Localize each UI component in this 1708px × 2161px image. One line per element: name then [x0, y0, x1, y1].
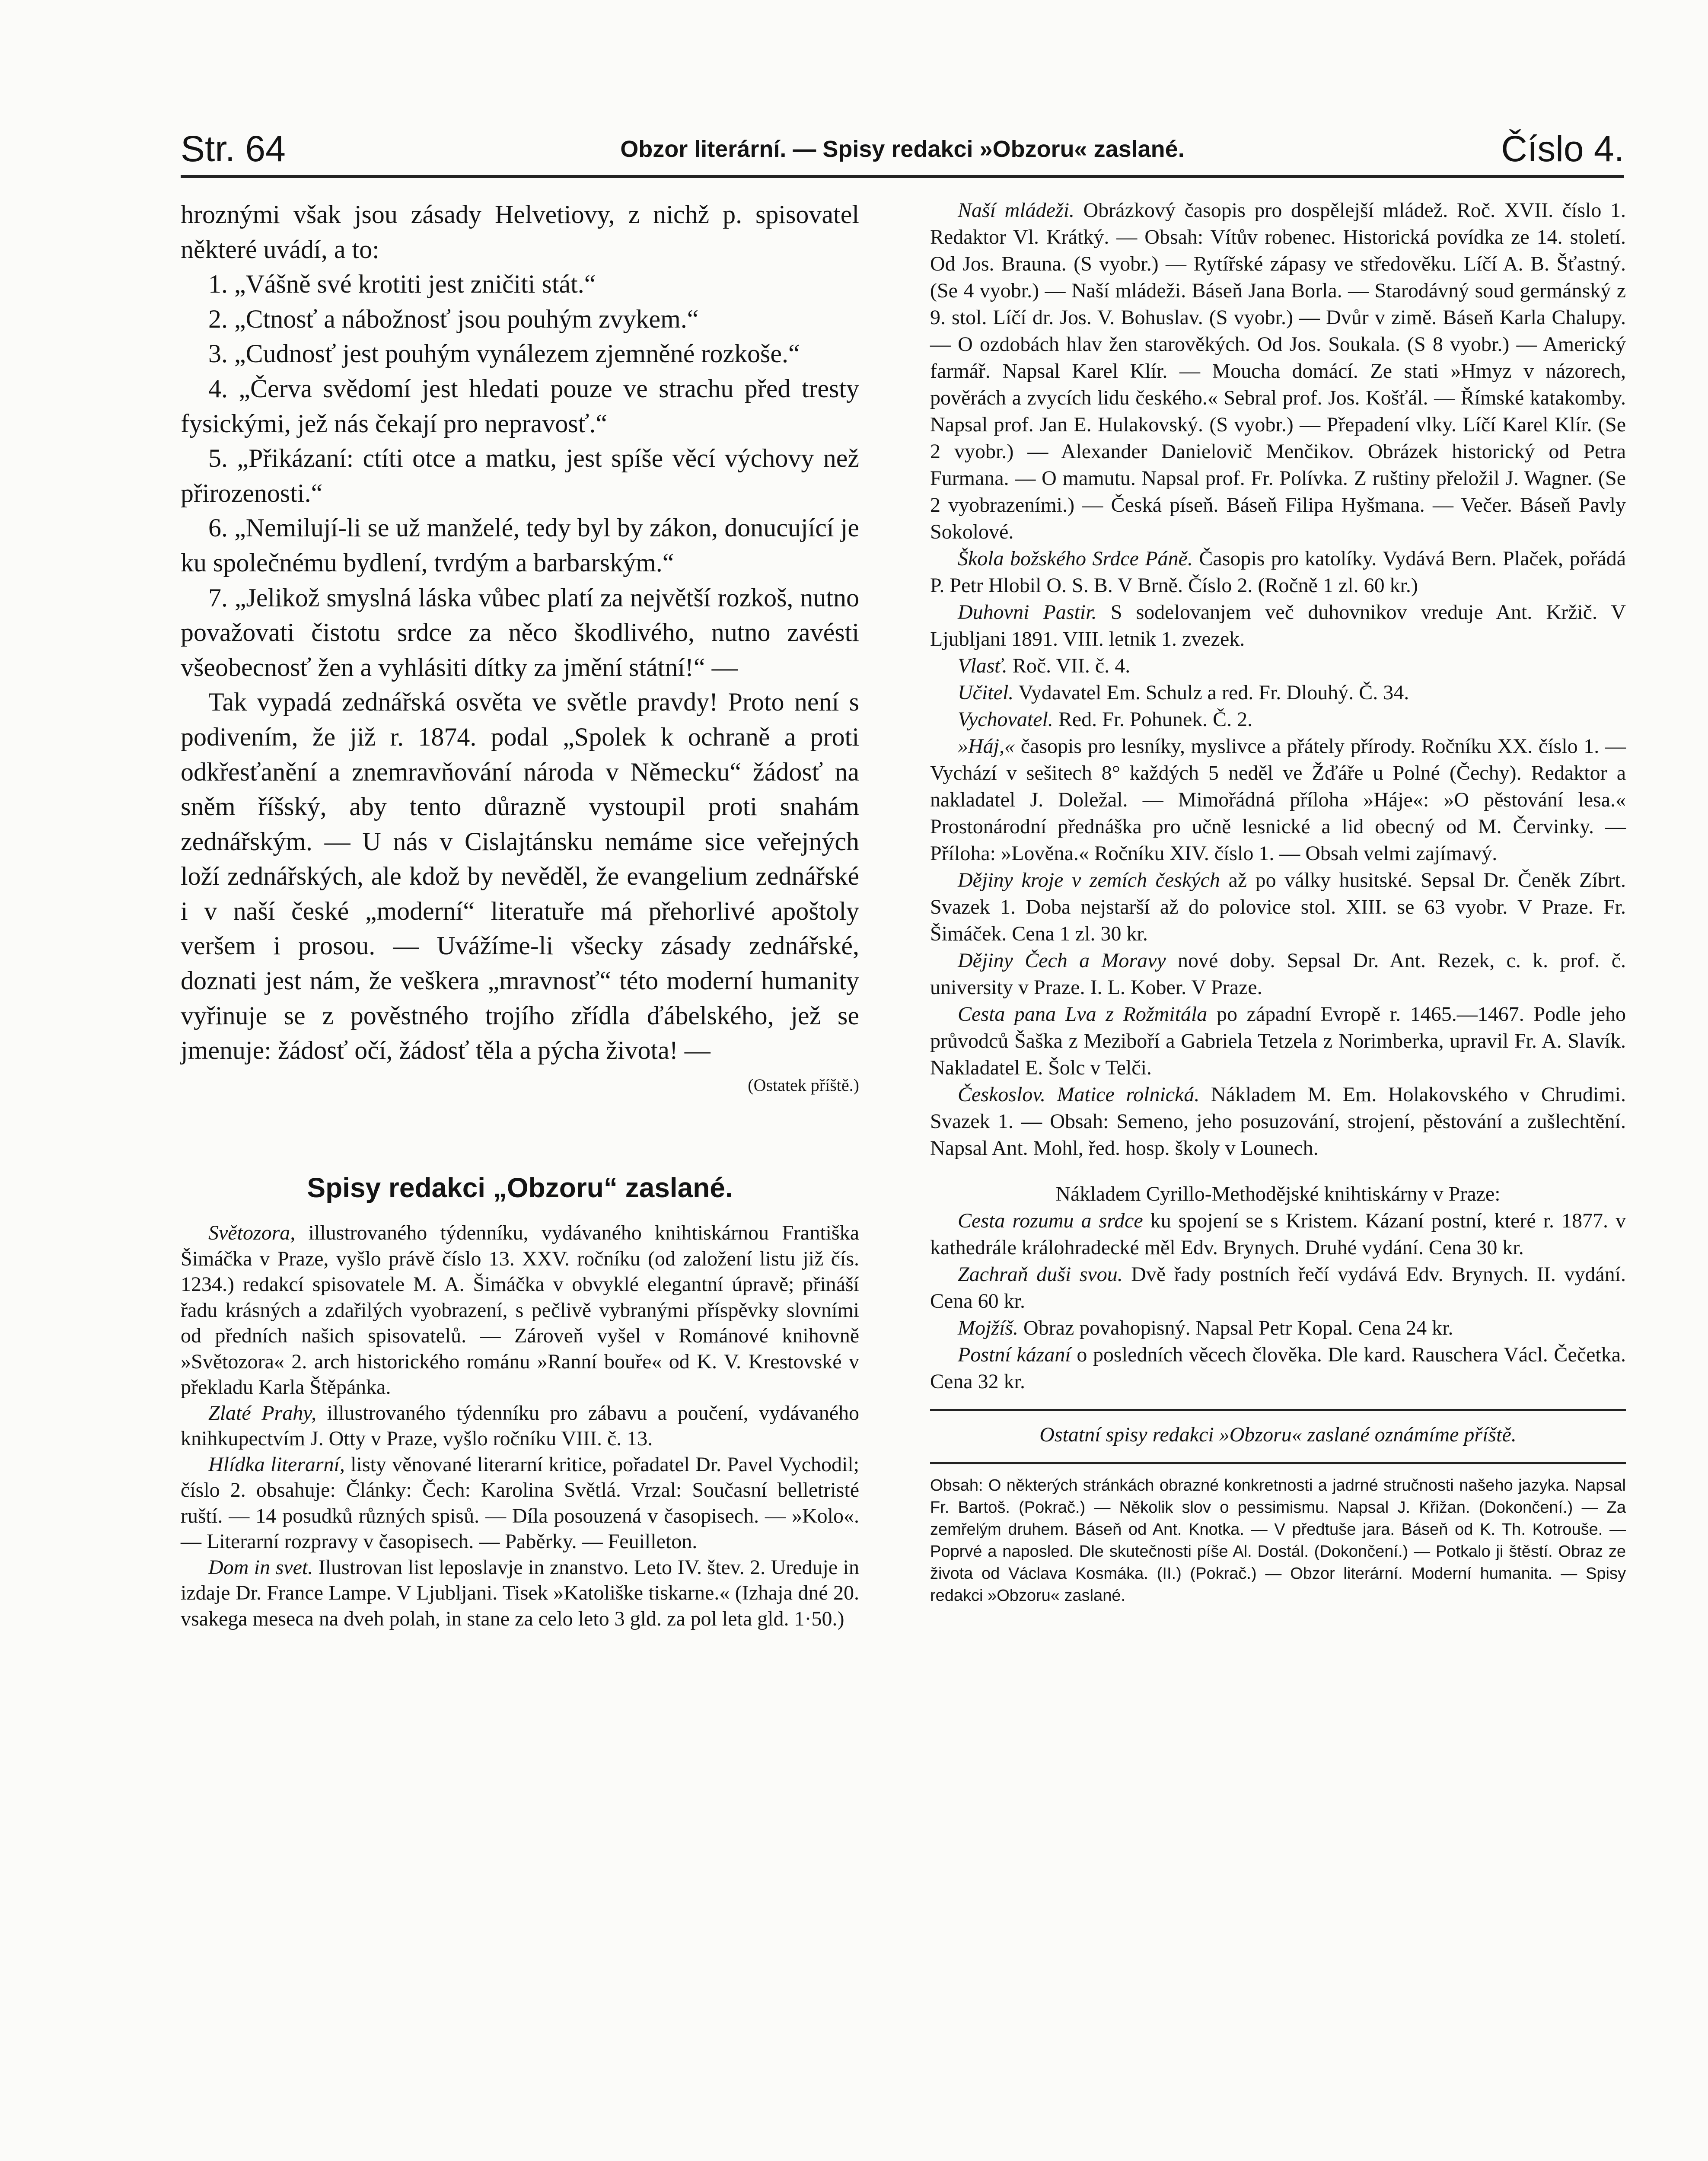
publisher-entry: Zachraň duši svou. Dvě řady postních řečí vydává Edv. Brynych. II. vydání. Cena 60 kr.: [930, 1263, 1626, 1313]
publisher-entry: Mojžíš. Obraz povahopisný. Napsal Petr Kopal. Cena 24 kr.: [958, 1316, 1453, 1339]
received-publications-left: [181, 1220, 859, 1632]
divider: [930, 1409, 1626, 1411]
publication-entry: Hlídka literarní, listy věnované literarní kritice, pořadatel Dr. Pavel Vychodil; číslo 2. obsahuje: Články: Čech: Karolina Světlá. Vrzal: Současní belletristé ruští. — 14 posudků různých spisů. — Díla posouzená v časopisech. — »Kolo«. — Literarní rozpravy v časopisech. — Paběrky. — Feuilleton.: [181, 1453, 860, 1553]
publication-entry: Duhovni Pastir. S sodelovanjem več duhovnikov vreduje Ant. Kržič. V Ljubljani 1891. VIII. letnik 1. zvezek.: [930, 601, 1626, 650]
page-header: [181, 128, 1624, 175]
issue-number: Číslo 4.: [1501, 128, 1624, 169]
publication-entry: Naší mládeži. Obrázkový časopis pro dospělejší mládež. Roč. XVII. číslo 1. Redaktor Vl. Krátký. — Obsah: Vítův robenec. Historická povídka ze 14. století. Od Jos. Brauna. (S vyobr.) — Rytířské zápasy ve středověku. Líčí A. B. Šťastný. (Se 4 vyobr.) — Naší mládeži. Báseň Jana Borla. — Starodávný soud germánský z 9. stol. Líčí dr. Jos. V. Bohuslav. (S vyobr.) — Dvůr v zimě. Báseň Karla Chalupy. — O ozdobách hlav žen starověkých. Od Jos. Soukala. (S 8 vyobr.) — Americký farmář. Napsal Karel Klír. — Moucha domácí. Ze stati »Hmyz v názorech, pověrách a zvycích lidu českého.« Sebral prof. Jos. Košťál. — Římské katakomby. Napsal prof. Jan E. Hulakovský. (S vyobr.) — Přepadení vlky. Líčí Karel Klír. (Se 2 vyobr.) — Alexander Danielovič Menčikov. Obrázek historický od Petra Furmana. — O mamutu. Napsal prof. Fr. Polívka. Z ruštiny přeložil J. Wagner. (Se 2 vyobrazeními.) — Česká píseň. Báseň Filipa Hyšmana. — Večer. Báseň Pavly Sokolové.: [930, 199, 1626, 543]
publication-entry: Škola božského Srdce Páně. Časopis pro katolíky. Vydává Bern. Plaček, pořádá P. Petr Hlobil O. S. B. V Brně. Číslo 2. (Ročně 1 zl. 60 kr.): [930, 547, 1626, 597]
publication-entry: Světozora, illustrovaného týdenníku, vydávaného knihtiskárnou Františka Šimáčka v Praze, vyšlo právě číslo 13. XXV. ročníku (od založení listu již čís. 1234.) redakcí spisovatele M. A. Šimáčka v obvyklé elegantní úpravě; přináší řadu krásných a zdařilých vyobrazení, s pečlivě vybranými příspěvky slovními od předních našich spisovatelů. — Zároveň vyšel v Románové knihovně »Světozora« 2. arch historického románu »Ranní bouře« od K. V. Krestovské v překladu Karla Štěpánka.: [181, 1221, 859, 1399]
editorial-note: Ostatní spisy redakci »Obzoru« zaslané oznámíme příště.: [1039, 1423, 1517, 1446]
publication-entry: Zlaté Prahy, illustrovaného týdenníku pro zábavu a poučení, vydávaného knihkupectvím J. Otty v Praze, vyšlo ročníku VIII. č. 13.: [181, 1401, 860, 1450]
principle-item: 5. „Přikázaní: ctíti otce a matku, jest spíše věcí výchovy než přirozenosti.“: [181, 444, 859, 507]
publication-entry: »Háj,« časopis pro lesníky, myslivce a přátely přírody. Ročníku XX. číslo 1. — Vychází v sešitech 8° každých 5 neděl ve Žďáře u Polné (Čechy). Redaktor a nakladatel J. Doležal. — Mimořádná příloha »Háje«: »O pěstování lesa.« Prostonárodní přednáška pro učně lesnické a lid obecný od M. Červinky. — Příloha: »Lověna.« Ročníku XIV. číslo 1. — Obsah velmi zajímavý.: [930, 735, 1626, 865]
divider: [930, 1462, 1626, 1464]
article-intro: hroznými však jsou zásady Helvetiovy, z nichž p. spisovatel některé uvádí, a to:: [181, 200, 859, 264]
principle-item: 2. „Ctnosť a nábožnosť jsou pouhým zvykem.“: [208, 304, 699, 333]
principle-item: 4. „Červa svědomí jest hledati pouze ve strachu před tresty fysickými, jež nás čekají pro nepravosť.“: [181, 374, 859, 438]
publication-entry: Učitel. Vydavatel Em. Schulz a red. Fr. Dlouhý. Č. 34.: [958, 681, 1409, 704]
article-conclusion: Tak vypadá zednářská osvěta ve světle pravdy! Proto není s podivením, že již r. 1874. podal „Spolek k ochraně a proti odkřesťanění a znemravňování národa v Německu“ žádosť na sněm říšský, aby tento důrazně vystoupil proti snahám zednářským. — U nás v Cislajtánsku nemáme sice veřejných loží zednářských, ale kdož by nevěděl, že evangelium zednářské i v naší české „moderní“ literatuře má přehorlivé apoštoly veršem i prosou. — Uvážíme-li všecky zásady zednářské, doznati jest nám, že veškera „mravnosť“ této moderní humanity vyřinuje se z pověstného trojího zřídla ďábelského, jež se jmenuje: žádosť očí, žádosť těla a pýcha života! —: [181, 688, 859, 1065]
issue-contents: Obsah: O některých stránkách obrazné konkretnosti a jadrné stručnosti našeho jazyka. Napsal Fr. Bartoš. (Pokrač.) — Několik slov o pessimismu. Napsal J. Křižan. (Dokončení.) — Za zemřelým druhem. Báseň od Ant. Knotka. — V předtuše jara. Báseň od K. Th. Kotrouše. — Poprvé a naposled. Dle skutečnosti píše Al. Dostál. (Dokončení.) — Potkalo ji štěstí. Obraz ze života od Václava Kosmáka. (II.) (Pokrač.) — Obzor literární. Moderní humanita. — Spisy redakci »Obzoru« zaslané.: [930, 1476, 1626, 1605]
principle-item: 7. „Jelikož smyslná láska vůbec platí za největší rozkoš, nutno považovati čistotu srdce za něco škodlivého, nutno zavésti všeobecnosť žen a vyhlásiti dítky za jmění státní!“ —: [181, 583, 859, 682]
principle-item: 3. „Cudnosť jest pouhým vynálezem zjemněné rozkoše.“: [208, 339, 800, 368]
right-column: [930, 197, 1626, 1607]
header-rule: [181, 175, 1624, 178]
publication-entry: Dějiny Čech a Moravy nové doby. Sepsal Dr. Ant. Rezek, c. k. prof. č. university v Praze. I. L. Kober. V Praze.: [930, 949, 1626, 999]
publisher-heading: Nákladem Cyrillo-Methodějské knihtiskárny v Praze:: [1055, 1182, 1501, 1205]
article-text: [181, 197, 859, 1103]
publication-entry: Vlasť. Roč. VII. č. 4.: [958, 654, 1131, 677]
continued-note: (Ostatek příště.): [748, 1075, 859, 1095]
left-column: [181, 197, 859, 1632]
publisher-entry: Postní kázaní o posledních věcech člověka. Dle kard. Rauschera Václ. Čečetka. Cena 32 kr.: [930, 1343, 1626, 1393]
received-publications-right: [930, 197, 1626, 1395]
section-title: Spisy redakci „Obzoru“ zaslané.: [307, 1172, 733, 1204]
running-title: Obzor literární. — Spisy redakci »Obzoru« zaslané.: [620, 136, 1185, 162]
publication-entry: Dějiny kroje v zemích českých až po války husitské. Sepsal Dr. Čeněk Zíbrt. Svazek 1. Doba nejstarší až do polovice stol. XIII. se 63 vyobr. V Praze. Fr. Šimáček. Cena 1 zl. 30 kr.: [930, 869, 1626, 945]
publication-entry: Vychovatel. Red. Fr. Pohunek. Č. 2.: [958, 708, 1253, 731]
page-number: Str. 64: [181, 128, 286, 169]
publisher-entry: Cesta rozumu a srdce ku spojení se s Kristem. Kázaní postní, které r. 1877. v kathedrále králohradecké měl Edv. Brynych. Druhé vydání. Cena 30 kr.: [930, 1209, 1626, 1259]
principle-item: 1. „Vášně své krotiti jest zničiti stát.“: [208, 270, 596, 299]
publication-entry: Cesta pana Lva z Rožmitála po západní Evropě r. 1465.—1467. Podle jeho průvodců Šaška z Meziboří a Gabriela Tetzela z Norimberka, upravil Fr. A. Slavík. Nakladatel E. Šolc v Telči.: [930, 1003, 1626, 1079]
principle-item: 6. „Nemilují-li se už manželé, tedy byl by zákon, donucující je ku společnému bydlení, tvrdým a barbarským.“: [181, 513, 859, 577]
publication-entry: Českoslov. Matice rolnická. Nákladem M. Em. Holakovského v Chrudimi. Svazek 1. — Obsah: Semeno, jeho posuzování, strojení, pěstování a zušlechtění. Napsal Ant. Mohl, řed. hosp. školy v Lounech.: [930, 1083, 1626, 1160]
publication-entry: Dom in svet. Ilustrovan list leposlavje in znanstvo. Leto IV. štev. 2. Ureduje in izdaje Dr. France Lampe. V Ljubljani. Tisek »Katoliške tiskarne.« (Izhaja dné 20. vsakega meseca na dveh polah, in stane za celo leto 3 gld. za pol leta gld. 1·50.): [181, 1555, 859, 1630]
